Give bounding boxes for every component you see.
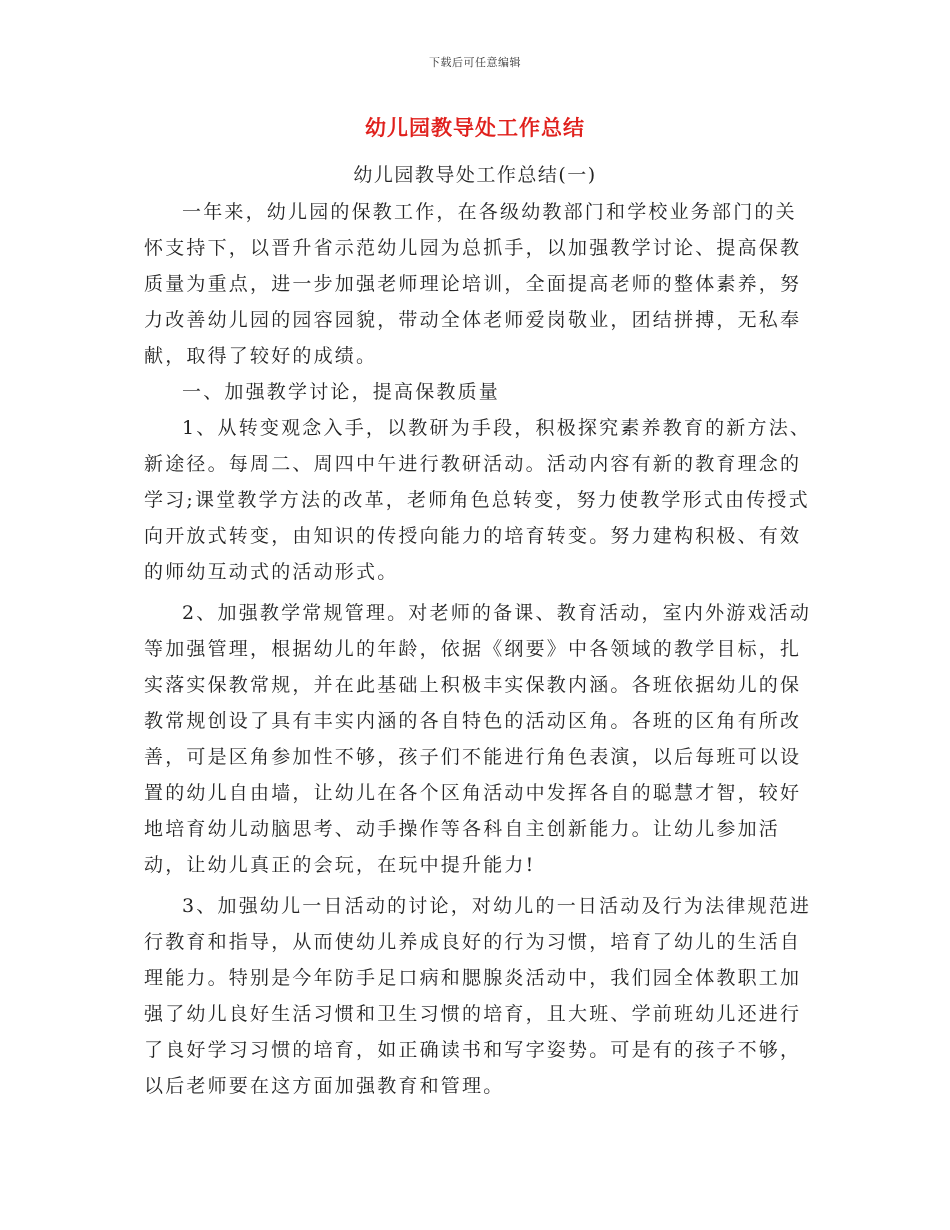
paragraph-item-1: 1、从转变观念入手，以教研为手段，积极探究素养教育的新方法、新途径。每周二、周四中午进行教研活动。活动内容有新的教育理念的学习;课堂教学方法的改革，老师角色总转变，努力使教学形式由传授式向开放式转变，由知识的传授向能力的培育转变。努力建构积极、有效的师幼互动式的活动形式。 (144, 417, 812, 583)
paragraph-item-2: 2、加强教学常规管理。对老师的备课、教育活动，室内外游戏活动等加强管理，根据幼儿的年龄，依据《纲要》中各领域的教学目标，扎实落实保教常规，并在此基础上积极丰实保教内涵。各班依据幼儿的保教常规创设了具有丰实内涵的各自特色的活动区角。各班的区角有所改善，可是区角参加性不够，孩子们不能进行角色表演，以后每班可以设置的幼儿自由墙，让幼儿在各个区角活动中发挥各自的聪慧才智，较好地培育幼儿动脑思考、动手操作等各科自主创新能力。让幼儿参加活动，让幼儿真正的会玩，在玩中提升能力! (144, 602, 812, 876)
document-body (144, 194, 814, 1104)
paragraph-intro: 一年来，幼儿园的保教工作，在各级幼教部门和学校业务部门的关怀支持下，以晋升省示范幼儿园为总抓手，以加强教学讨论、提高保教质量为重点，进一步加强老师理论培训，全面提高老师的整体素养，努力改善幼儿园的园容园貌，带动全体老师爱岗敬业，团结拼搏，无私奉献，取得了较好的成绩。 (144, 201, 802, 367)
document-title: 幼儿园教导处工作总结 (365, 115, 585, 140)
header-note: 下载后可任意编辑 (429, 56, 521, 69)
document-subtitle: 幼儿园教导处工作总结(一) (353, 164, 597, 186)
paragraph-item-3: 3、加强幼儿一日活动的讨论，对幼儿的一日活动及行为法律规范进行教育和指导，从而使幼儿养成良好的行为习惯，培育了幼儿的生活自理能力。特别是今年防手足口病和腮腺炎活动中，我们园全体教职工加强了幼儿良好生活习惯和卫生习惯的培育，且大班、学前班幼儿还进行了良好学习习惯的培育，如正确读书和写字姿势。可是有的孩子不够，以后老师要在这方面加强教育和管理。 (144, 895, 812, 1097)
paragraph-section-heading: 一、加强教学讨论，提高保教质量 (182, 381, 501, 403)
